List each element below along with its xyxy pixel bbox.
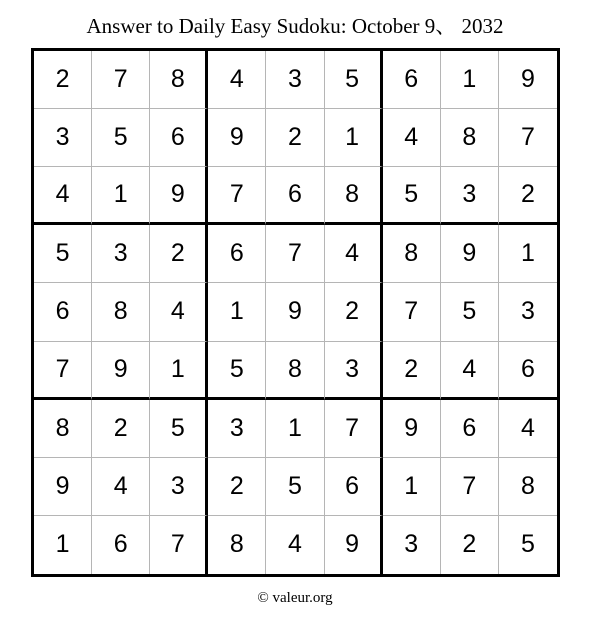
sudoku-cell: 7 (34, 342, 92, 400)
sudoku-cell: 3 (266, 51, 324, 109)
sudoku-cell: 8 (441, 109, 499, 167)
sudoku-cell: 8 (383, 225, 441, 283)
sudoku-cell: 7 (208, 167, 266, 225)
sudoku-cell: 4 (208, 51, 266, 109)
sudoku-cell: 1 (441, 51, 499, 109)
sudoku-cell: 2 (208, 458, 266, 516)
sudoku-cell: 3 (208, 400, 266, 458)
sudoku-cell: 5 (208, 342, 266, 400)
sudoku-cell: 5 (383, 167, 441, 225)
sudoku-cell: 1 (34, 516, 92, 574)
sudoku-cell: 7 (499, 109, 557, 167)
sudoku-cell: 9 (499, 51, 557, 109)
sudoku-cell: 1 (499, 225, 557, 283)
sudoku-cell: 5 (520, 530, 535, 559)
sudoku-cell: 7 (266, 225, 324, 283)
puzzle-title: Answer to Daily Easy Sudoku: October 9、 2032 (86, 14, 504, 38)
sudoku-cell: 4 (266, 516, 324, 574)
sudoku-cell: 6 (325, 458, 383, 516)
sudoku-cell: 7 (383, 283, 441, 341)
sudoku-cell: 7 (92, 51, 150, 109)
sudoku-cell: 6 (441, 400, 499, 458)
sudoku-cell: 2 (34, 51, 92, 109)
sudoku-cell: 8 (325, 167, 383, 225)
sudoku-cell: 9 (383, 400, 441, 458)
sudoku-cell: 3 (34, 109, 92, 167)
sudoku-cell: 2 (441, 516, 499, 574)
sudoku-cell: 3 (499, 283, 557, 341)
sudoku-cell: 3 (325, 342, 383, 400)
sudoku-cell: 1 (92, 167, 150, 225)
sudoku-cell: 6 (266, 167, 324, 225)
sudoku-cell: 1 (383, 458, 441, 516)
sudoku-cell: 2 (92, 400, 150, 458)
sudoku-cell: 1 (208, 283, 266, 341)
sudoku-cell: 6 (499, 342, 557, 400)
sudoku-cell: 3 (441, 167, 499, 225)
sudoku-cell: 1 (150, 342, 208, 400)
sudoku-cell: 4 (150, 283, 208, 341)
sudoku-cell: 6 (383, 51, 441, 109)
sudoku-cell: 4 (383, 109, 441, 167)
sudoku-cell: 2 (266, 109, 324, 167)
sudoku-cell: 8 (266, 342, 324, 400)
sudoku-cell: 9 (150, 167, 208, 225)
sudoku-cell: 7 (150, 516, 208, 574)
sudoku-cell: 6 (208, 225, 266, 283)
sudoku-cell: 5 (325, 51, 383, 109)
copyright-footer: © valeur.org (257, 590, 333, 606)
sudoku-cell: 5 (34, 225, 92, 283)
sudoku-cell: 6 (34, 283, 92, 341)
sudoku-cell: 2 (325, 283, 383, 341)
sudoku-grid (31, 48, 560, 577)
sudoku-cell: 4 (325, 225, 383, 283)
sudoku-cell: 9 (266, 283, 324, 341)
sudoku-cell: 9 (208, 109, 266, 167)
sudoku-cell: 3 (92, 225, 150, 283)
sudoku-cell: 3 (150, 458, 208, 516)
sudoku-cell: 8 (34, 400, 92, 458)
sudoku-cell: 9 (325, 516, 383, 574)
sudoku-cell: 1 (325, 109, 383, 167)
sudoku-cell: 4 (499, 400, 557, 458)
sudoku-cell: 9 (441, 225, 499, 283)
sudoku-cell: 8 (499, 458, 557, 516)
sudoku-cell: 9 (92, 342, 150, 400)
sudoku-cell: 2 (499, 167, 557, 225)
sudoku-cell: 4 (441, 342, 499, 400)
sudoku-cell: 6 (150, 109, 208, 167)
sudoku-cell: 5 (266, 458, 324, 516)
sudoku-cell: 3 (383, 516, 441, 574)
sudoku-cell: 2 (150, 225, 208, 283)
sudoku-cell: 9 (34, 458, 92, 516)
sudoku-cell: 8 (208, 516, 266, 574)
sudoku-cell: 7 (325, 400, 383, 458)
sudoku-cell: 1 (266, 400, 324, 458)
sudoku-cell: 5 (441, 283, 499, 341)
sudoku-cell: 8 (150, 51, 208, 109)
sudoku-cell: 4 (34, 167, 92, 225)
sudoku-cell: 7 (441, 458, 499, 516)
sudoku-cell: 4 (92, 458, 150, 516)
sudoku-cell: 2 (383, 342, 441, 400)
sudoku-cell: 5 (92, 109, 150, 167)
sudoku-cell: 6 (92, 516, 150, 574)
sudoku-cell: 5 (150, 400, 208, 458)
sudoku-cell: 8 (92, 283, 150, 341)
